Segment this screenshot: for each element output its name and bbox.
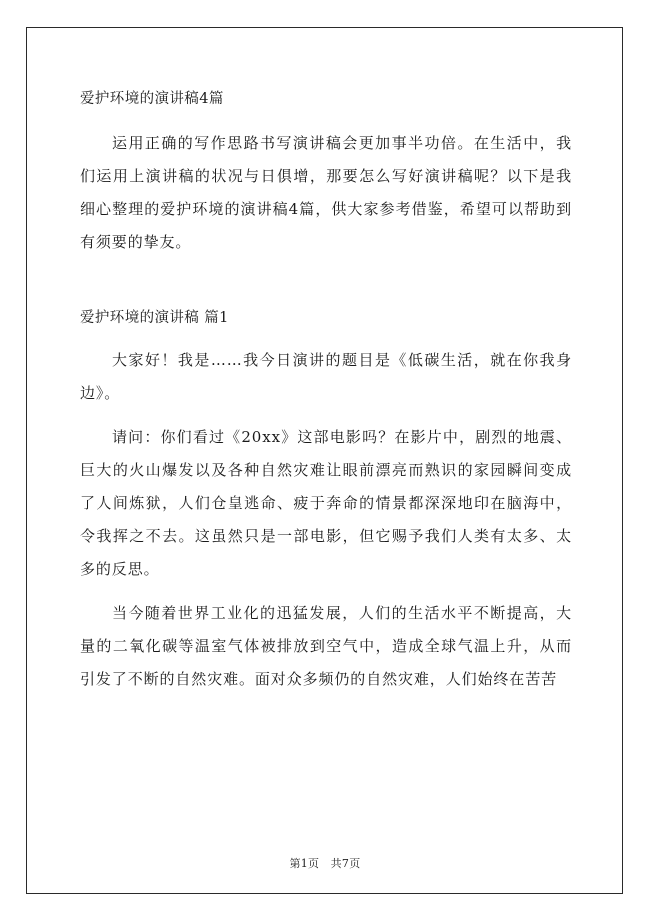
intro-paragraph: 运用正确的写作思路书写演讲稿会更加事半功倍。在生活中，我们运用上演讲稿的状况与日俱增，那要怎么写好演讲稿呢？以下是我细心整理的爱护环境的演讲稿4篇，供大家参考借鉴，希望可以帮助到有须要的挚友。	[80, 134, 572, 251]
body-paragraph-1: 大家好！我是……我今日演讲的题目是《低碳生活，就在你我身边》。	[80, 351, 572, 402]
section-title: 爱护环境的演讲稿 篇1	[80, 310, 229, 326]
page-footer: 第1页 共7页	[289, 857, 361, 870]
body-paragraph-3: 当今随着世界工业化的迅猛发展，人们的生活水平不断提高，大量的二氧化碳等温室气体被排放到空气中，造成全球气温上升，从而引发了不断的自然灾难。面对众多频仍的自然灾难，人们始终在苦苦	[80, 604, 572, 688]
document-title: 爱护环境的演讲稿4篇	[80, 91, 224, 107]
body-paragraph-2: 请问：你们看过《20xx》这部电影吗？在影片中，剧烈的地震、巨大的火山爆发以及各种自然灾难让眼前漂亮而熟识的家园瞬间变成了人间炼狱，人们仓皇逃命、疲于奔命的情景都深深地印在脑海中，令我挥之不去。这虽然只是一部电影，但它赐予我们人类有太多、太多的反思。	[80, 428, 572, 578]
document-body	[80, 88, 572, 696]
